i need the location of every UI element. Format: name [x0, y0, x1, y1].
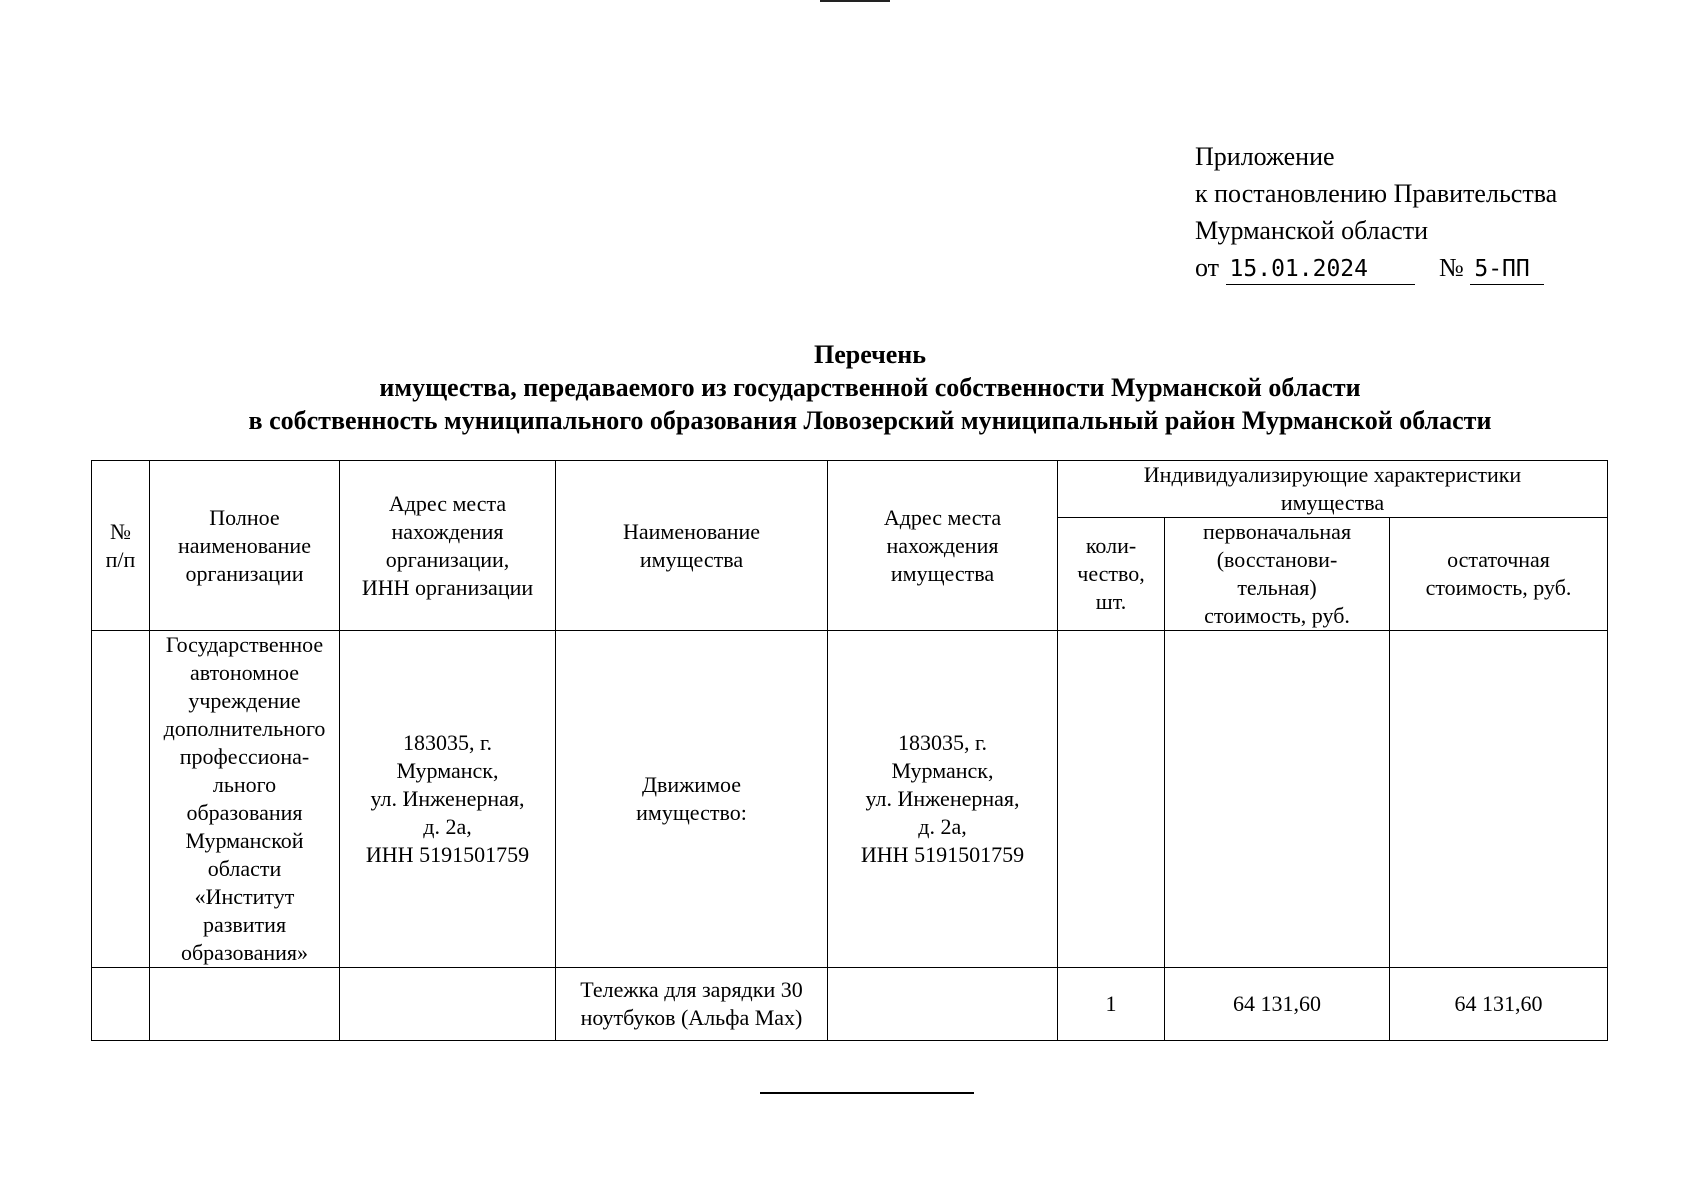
date-value: 15.01.2024 — [1226, 254, 1415, 285]
header-initial-cost: первоначальная (восстанови- тельная) стоимость, руб. — [1165, 518, 1390, 631]
appendix-title: Приложение — [1195, 142, 1335, 171]
cell-residual-cost — [1390, 631, 1608, 968]
appendix-line-region: Мурманской области — [1195, 216, 1428, 245]
cell-num — [92, 631, 150, 968]
table-row — [92, 631, 1608, 968]
top-edge-mark — [820, 0, 890, 2]
appendix-block — [1195, 138, 1557, 286]
cell-property-address — [828, 968, 1058, 1041]
property-table — [91, 460, 1608, 1041]
cell-initial-cost: 64 131,60 — [1165, 968, 1390, 1041]
cell-initial-cost — [1165, 631, 1390, 968]
cell-quantity — [1058, 631, 1165, 968]
appendix-date-line — [1195, 249, 1557, 286]
cell-org-address: 183035, г. Мурманск, ул. Инженерная, д. 2а, ИНН 5191501759 — [340, 631, 556, 968]
cell-property-address: 183035, г. Мурманск, ул. Инженерная, д. 2а, ИНН 5191501759 — [828, 631, 1058, 968]
title-line-2: имущества, передаваемого из государственной собственности Мурманской области — [379, 373, 1361, 402]
table-row — [92, 968, 1608, 1041]
header-quantity: коли- чество, шт. — [1058, 518, 1165, 631]
cell-org-address — [340, 968, 556, 1041]
header-property-name: Наименование имущества — [556, 461, 828, 631]
cell-org-name: Государственное автономное учреждение дополнительного профессиона- льного образования Мурманской области «Институт развития образования» — [150, 631, 340, 968]
header-num: № п/п — [92, 461, 150, 631]
document-title — [0, 338, 1696, 437]
appendix-line-resolution: к постановлению Правительства — [1195, 179, 1558, 208]
cell-quantity: 1 — [1058, 968, 1165, 1041]
cell-residual-cost: 64 131,60 — [1390, 968, 1608, 1041]
end-of-document-line — [760, 1092, 974, 1094]
title-line-3: в собственность муниципального образования Ловозерский муниципальный район Мурманской области — [248, 406, 1492, 435]
header-residual-cost: остаточная стоимость, руб. — [1390, 518, 1608, 631]
header-property-address: Адрес места нахождения имущества — [828, 461, 1058, 631]
header-characteristics: Индивидуализирующие характеристики имущества — [1058, 461, 1608, 518]
cell-org-name — [150, 968, 340, 1041]
cell-num — [92, 968, 150, 1041]
header-org-name: Полное наименование организации — [150, 461, 340, 631]
header-org-address: Адрес места нахождения организации, ИНН организации — [340, 461, 556, 631]
number-label: № — [1439, 253, 1464, 282]
date-label: от — [1195, 253, 1220, 282]
cell-property-name: Тележка для зарядки 30 ноутбуков (Альфа Max) — [556, 968, 828, 1041]
number-value: 5-ПП — [1470, 254, 1544, 285]
cell-property-name: Движимое имущество: — [556, 631, 828, 968]
title-line-1: Перечень — [813, 340, 927, 369]
